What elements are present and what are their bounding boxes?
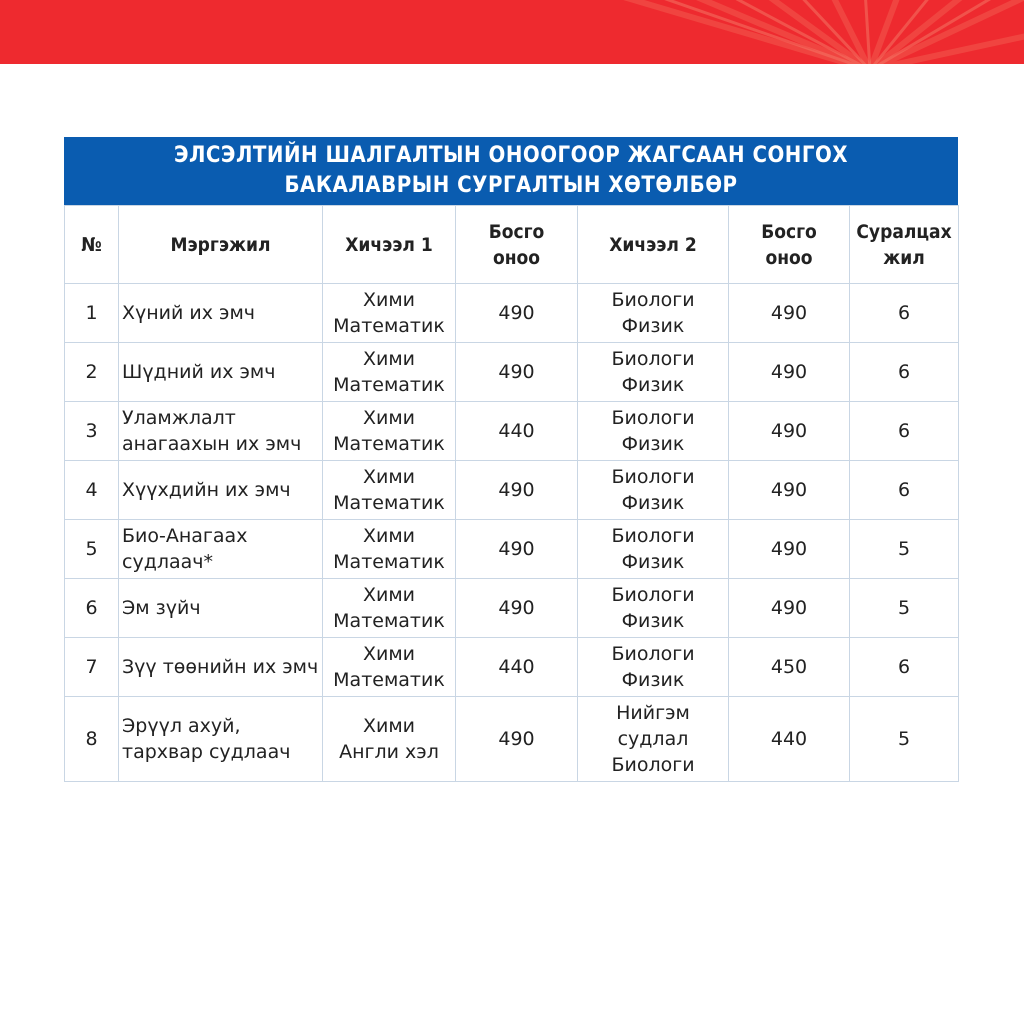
row-number: 7 — [85, 656, 98, 678]
years-value: 6 — [897, 479, 911, 501]
cell-no — [65, 520, 119, 579]
subject1-line2: Англи хэл — [339, 741, 439, 763]
subject2-line1: Биологи — [611, 289, 695, 311]
cell-subject1 — [323, 343, 456, 402]
cell-years — [850, 638, 959, 697]
cell-no — [65, 697, 119, 782]
years-value: 5 — [897, 728, 911, 750]
row-number: 8 — [85, 728, 98, 750]
cell-years — [850, 343, 959, 402]
table-row — [65, 402, 959, 461]
header-threshold1-line2: оноо — [492, 246, 541, 269]
table-title-line1: ЭЛСЭЛТИЙН ШАЛГАЛТЫН ОНООГООР ЖАГСААН СОНГОХ — [173, 143, 849, 168]
threshold2-value: 440 — [770, 728, 808, 750]
cell-threshold2 — [729, 579, 850, 638]
table-header-row — [65, 206, 959, 284]
threshold1-value: 490 — [498, 361, 535, 383]
subject1-line2: Математик — [333, 315, 445, 337]
cell-threshold2 — [729, 520, 850, 579]
subject2-line1: Биологи — [611, 525, 695, 547]
cell-years — [850, 402, 959, 461]
subject2-line2: Физик — [621, 492, 685, 514]
threshold2-value: 450 — [770, 656, 808, 678]
subject2-line1: Биологи — [611, 348, 695, 370]
years-value: 6 — [897, 361, 911, 383]
subject2-line3: Биологи — [611, 754, 695, 776]
major-line1: Шүдний их эмч — [122, 361, 276, 383]
cell-major — [119, 520, 323, 579]
cell-threshold2 — [729, 461, 850, 520]
cell-no — [65, 461, 119, 520]
threshold2-value: 490 — [770, 597, 808, 619]
subject1-line2: Математик — [333, 669, 445, 691]
header-threshold2-line2: оноо — [765, 246, 813, 269]
cell-threshold2 — [729, 284, 850, 343]
subject1-line1: Хими — [362, 407, 416, 429]
cell-subject1 — [323, 520, 456, 579]
cell-subject1 — [323, 284, 456, 343]
cell-threshold1 — [456, 284, 578, 343]
major-line1: Био-Анагаах — [122, 525, 248, 547]
cell-threshold1 — [456, 520, 578, 579]
cell-threshold1 — [456, 402, 578, 461]
cell-subject1 — [323, 579, 456, 638]
cell-years — [850, 461, 959, 520]
major-line1: Зүү төөнийн их эмч — [122, 656, 319, 678]
cell-threshold2 — [729, 638, 850, 697]
subject2-line2: Физик — [621, 669, 685, 691]
table-row — [65, 697, 959, 782]
program-table-container — [64, 137, 958, 782]
cell-major — [119, 402, 323, 461]
cell-threshold2 — [729, 697, 850, 782]
cell-threshold1 — [456, 343, 578, 402]
subject1-line2: Математик — [333, 610, 445, 632]
threshold2-value: 490 — [770, 538, 808, 560]
cell-major — [119, 697, 323, 782]
threshold1-value: 490 — [498, 538, 535, 560]
row-number: 6 — [85, 597, 98, 619]
header-subject2: Хичээл 2 — [578, 206, 729, 284]
years-value: 5 — [897, 538, 911, 560]
row-number: 5 — [85, 538, 98, 560]
years-value: 5 — [897, 597, 911, 619]
threshold1-value: 490 — [498, 479, 535, 501]
table-row — [65, 461, 959, 520]
cell-years — [850, 579, 959, 638]
header-threshold2-line1: Босго — [761, 220, 817, 243]
cell-subject2 — [578, 697, 729, 782]
cell-threshold1 — [456, 579, 578, 638]
cell-subject2 — [578, 520, 729, 579]
threshold2-value: 490 — [770, 420, 808, 442]
cell-no — [65, 343, 119, 402]
cell-subject2 — [578, 461, 729, 520]
subject1-line1: Хими — [362, 643, 416, 665]
years-value: 6 — [897, 302, 911, 324]
subject1-line2: Математик — [333, 551, 445, 573]
cell-threshold2 — [729, 343, 850, 402]
major-line1: Уламжлалт — [122, 407, 236, 429]
cell-major — [119, 638, 323, 697]
subject2-line1: Биологи — [611, 584, 695, 606]
subject2-line2: судлал — [617, 728, 689, 750]
header-subject1: Хичээл 1 — [323, 206, 456, 284]
threshold1-value: 490 — [498, 302, 535, 324]
header-years — [850, 206, 959, 284]
table-title — [64, 137, 958, 205]
subject1-line1: Хими — [362, 348, 416, 370]
header-years-line2: жил — [883, 246, 925, 269]
header-no: № — [65, 206, 119, 284]
major-line1: Хүний их эмч — [122, 302, 256, 324]
subject1-line2: Математик — [333, 492, 445, 514]
subject2-line1: Биологи — [611, 466, 695, 488]
subject2-line1: Биологи — [611, 643, 695, 665]
cell-threshold1 — [456, 697, 578, 782]
cell-subject1 — [323, 638, 456, 697]
row-number: 4 — [85, 479, 98, 501]
table-row — [65, 520, 959, 579]
table-row — [65, 579, 959, 638]
subject1-line2: Математик — [333, 374, 445, 396]
major-line1: Эрүүл ахуй, — [122, 715, 241, 737]
threshold2-value: 490 — [770, 361, 808, 383]
cell-no — [65, 402, 119, 461]
table-row — [65, 638, 959, 697]
major-line2: судлаач* — [122, 551, 213, 573]
header-years-line1: Суралцах — [856, 220, 952, 243]
subject2-line2: Физик — [621, 315, 685, 337]
cell-subject2 — [578, 638, 729, 697]
header-threshold2 — [729, 206, 850, 284]
row-number: 3 — [85, 420, 98, 442]
cell-threshold1 — [456, 638, 578, 697]
cell-subject1 — [323, 461, 456, 520]
header-threshold1 — [456, 206, 578, 284]
cell-subject2 — [578, 402, 729, 461]
cell-subject2 — [578, 343, 729, 402]
threshold1-value: 440 — [498, 420, 535, 442]
table-row — [65, 284, 959, 343]
subject2-line2: Физик — [621, 433, 685, 455]
cell-threshold1 — [456, 461, 578, 520]
table-title-line2: БАКАЛАВРЫН СУРГАЛТЫН ХӨТӨЛБӨР — [284, 173, 738, 198]
row-number: 2 — [85, 361, 98, 383]
major-line2: анагаахын их эмч — [122, 433, 302, 455]
program-table — [64, 205, 959, 782]
cell-years — [850, 697, 959, 782]
subject2-line2: Физик — [621, 610, 685, 632]
subject1-line1: Хими — [362, 289, 416, 311]
subject2-line2: Физик — [621, 551, 685, 573]
subject2-line1: Биологи — [611, 407, 695, 429]
subject2-line1: Нийгэм — [616, 702, 690, 724]
banner-rays-graphic — [0, 0, 1024, 64]
major-line1: Эм зүйч — [122, 597, 201, 619]
subject1-line2: Математик — [333, 433, 445, 455]
cell-threshold2 — [729, 402, 850, 461]
threshold1-value: 490 — [498, 728, 535, 750]
major-line2: тархвар судлаач — [122, 741, 291, 763]
subject1-line1: Хими — [362, 584, 416, 606]
cell-subject2 — [578, 579, 729, 638]
cell-subject1 — [323, 402, 456, 461]
cell-no — [65, 284, 119, 343]
cell-major — [119, 579, 323, 638]
threshold1-value: 490 — [498, 597, 535, 619]
row-number: 1 — [85, 302, 98, 324]
header-major: Мэргэжил — [119, 206, 323, 284]
cell-major — [119, 461, 323, 520]
threshold2-value: 490 — [770, 302, 808, 324]
cell-subject1 — [323, 697, 456, 782]
cell-no — [65, 638, 119, 697]
cell-no — [65, 579, 119, 638]
top-banner — [0, 0, 1024, 64]
threshold1-value: 440 — [498, 656, 535, 678]
major-line1: Хүүхдийн их эмч — [122, 479, 291, 501]
header-threshold1-line1: Босго — [488, 220, 545, 243]
subject1-line1: Хими — [362, 525, 416, 547]
cell-years — [850, 284, 959, 343]
cell-years — [850, 520, 959, 579]
subject1-line1: Хими — [362, 715, 416, 737]
years-value: 6 — [897, 420, 911, 442]
table-row — [65, 343, 959, 402]
cell-subject2 — [578, 284, 729, 343]
cell-major — [119, 284, 323, 343]
subject2-line2: Физик — [621, 374, 685, 396]
years-value: 6 — [897, 656, 911, 678]
subject1-line1: Хими — [362, 466, 416, 488]
threshold2-value: 490 — [770, 479, 808, 501]
cell-major — [119, 343, 323, 402]
